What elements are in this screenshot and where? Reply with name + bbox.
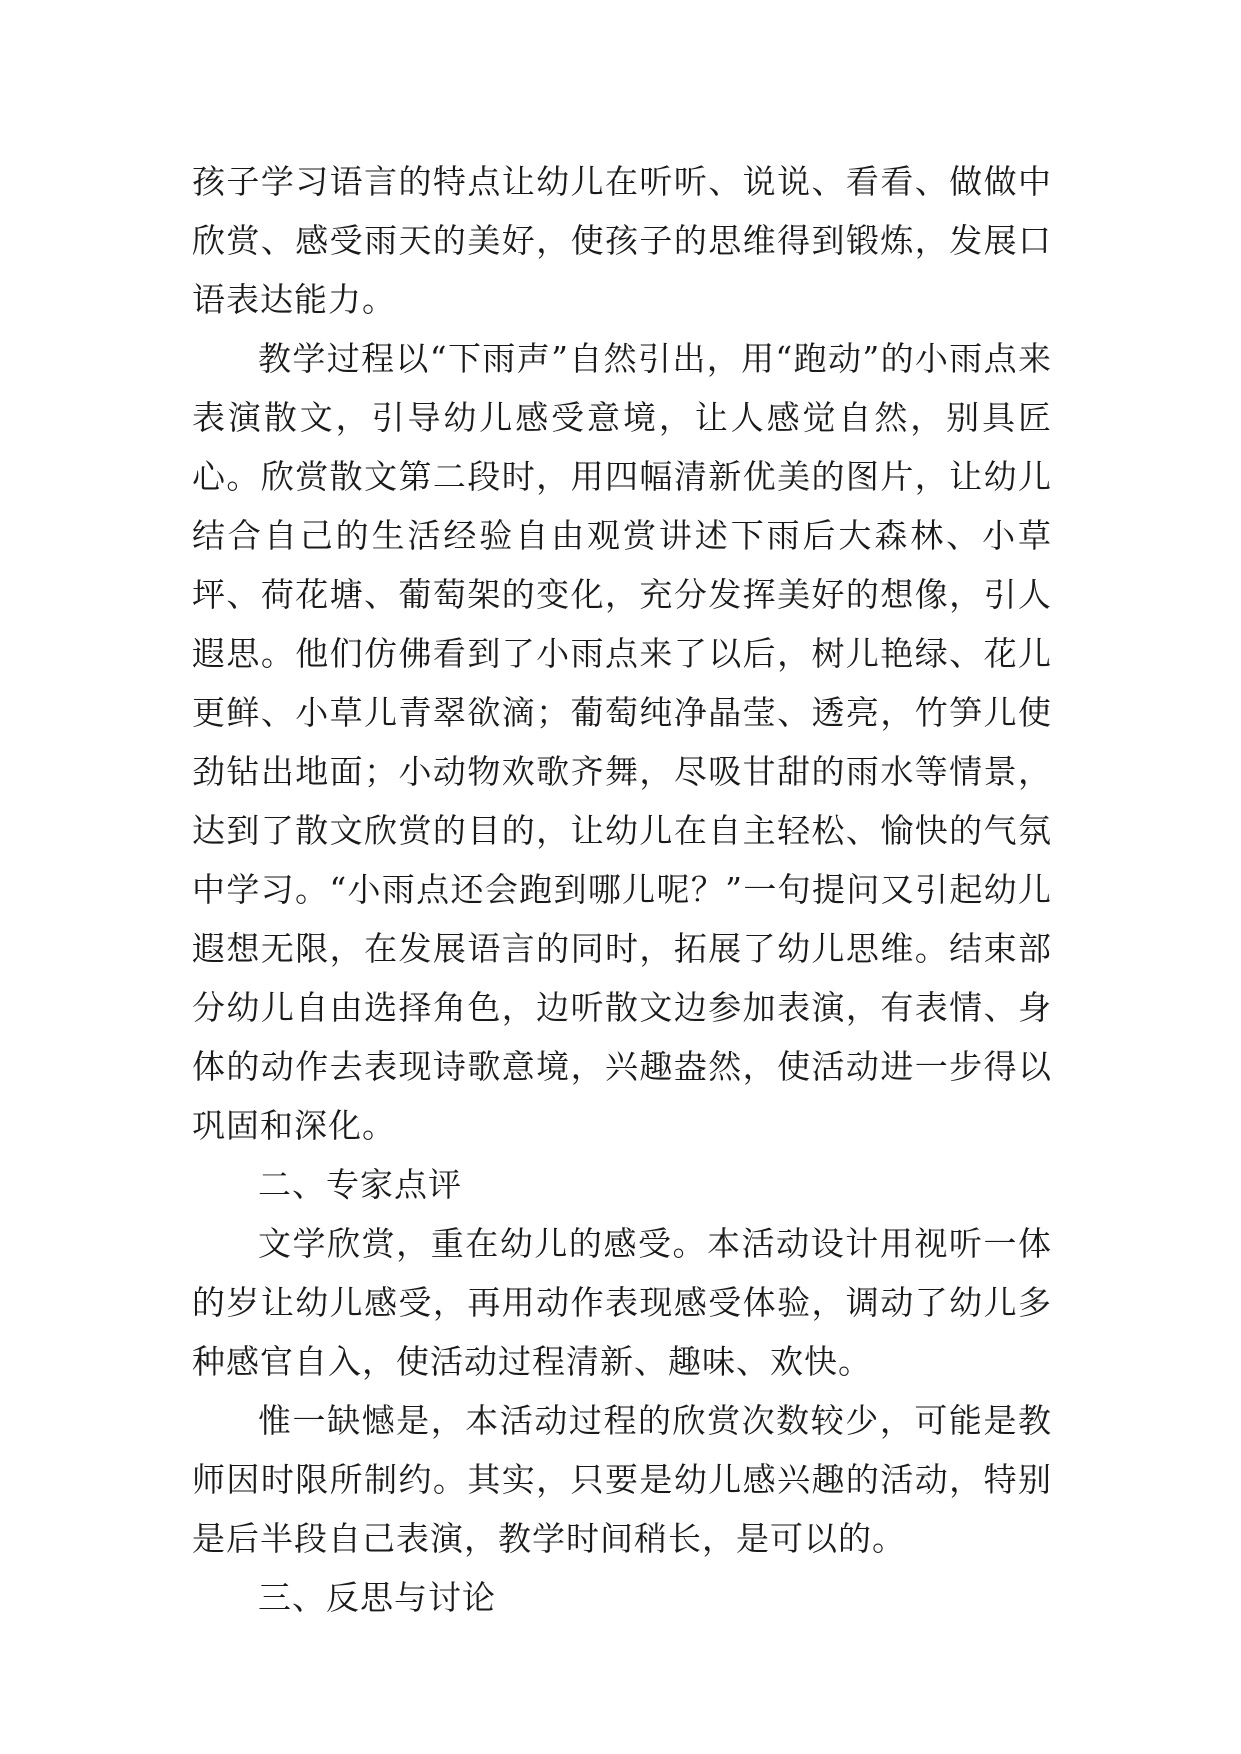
paragraph-expert-review-1: 文学欣赏，重在幼儿的感受。本活动设计用视听一体的岁让幼儿感受，再用动作表现感受体验，调动了幼儿多种感官自入，使活动过程清新、趣味、欢快。 (192, 1224, 1052, 1381)
paragraph-expert-review-2: 惟一缺憾是，本活动过程的欣赏次数较少，可能是教师因时限所制约。其实，只要是幼儿感兴趣的活动，特别是后半段自己表演，教学时间稍长，是可以的。 (192, 1401, 1052, 1558)
document-body (192, 152, 1052, 1627)
section-heading-reflection: 三、反思与讨论 (258, 1578, 496, 1617)
section-heading-expert-review: 二、专家点评 (258, 1165, 462, 1204)
paragraph-continuation: 孩子学习语言的特点让幼儿在听听、说说、看看、做做中欣赏、感受雨天的美好，使孩子的思维得到锻炼，发展口语表达能力。 (192, 162, 1052, 319)
paragraph-teaching-process: 教学过程以“下雨声”自然引出，用“跑动”的小雨点来表演散文，引导幼儿感受意境，让人感觉自然，别具匠心。欣赏散文第二段时，用四幅清新优美的图片，让幼儿结合自己的生活经验自由观赏讲述下雨后大森林、小草坪、荷花塘、葡萄架的变化，充分发挥美好的想像，引人遐思。他们仿佛看到了小雨点来了以后，树儿艳绿、花儿更鲜、小草儿青翠欲滴；葡萄纯净晶莹、透亮，竹笋儿使劲钻出地面；小动物欢歌齐舞，尽吸甘甜的雨水等情景，达到了散文欣赏的目的，让幼儿在自主轻松、愉快的气氛中学习。“小雨点还会跑到哪儿呢？”一句提问又引起幼儿遐想无限，在发展语言的同时，拓展了幼儿思维。结束部分幼儿自由选择角色，边听散文边参加表演，有表情、身体的动作去表现诗歌意境，兴趣盎然，使活动进一步得以巩固和深化。 (192, 339, 1052, 1145)
